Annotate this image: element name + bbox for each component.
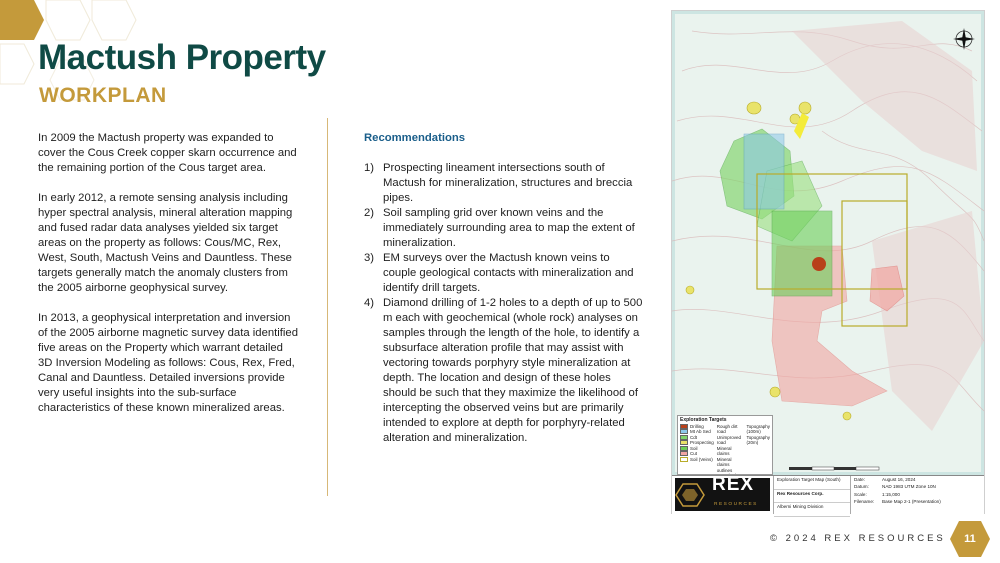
legend-item: Soil	[690, 445, 698, 451]
legend-item: Prospecting	[690, 440, 714, 445]
recommendations-list	[364, 161, 646, 446]
title-block-details	[850, 476, 985, 514]
detail-value: August 16, 2024	[882, 476, 916, 482]
detail-value: NAD 1983 UTM Zone 10N	[882, 484, 936, 490]
rex-logo	[675, 474, 770, 511]
legend-item: Rough dirt road	[716, 423, 738, 434]
target-zone-central	[772, 211, 832, 296]
list-item	[364, 251, 646, 296]
column-divider	[327, 118, 328, 496]
drilling-target	[812, 257, 826, 271]
paragraph: In 2009 the Mactush property was expanded to cover the Cous Creek copper skarn occurrence and the remaining portion of the Cous target area.	[38, 132, 297, 174]
legend-item: Mt Ab Sed	[690, 429, 711, 434]
left-text-column	[38, 131, 298, 431]
legend-item: Drilling	[690, 423, 704, 429]
list-number: 3)	[364, 252, 375, 264]
page-title: Mactush Property	[38, 38, 326, 77]
list-item	[364, 206, 646, 251]
page-number: 11	[964, 533, 976, 545]
list-text: Diamond drilling of 1-2 holes to a depth of up to 500 m each with geochemical (whole rock) analyses on samples through the length of the hole, to identify a subsurface alteration profile that may assist with vectoring towards porphyry style mineralization at depth. The location and design of these holes should be such that they maximize the likelihood of intercepting the observed veins but are primarily intended to explore at depth for porphyry-related alteration and mineralization.	[383, 297, 643, 444]
list-number: 2)	[364, 207, 375, 219]
legend-item: Cdt	[690, 434, 698, 440]
logo-subtext: RESOURCES	[714, 502, 758, 507]
title-block-info	[773, 476, 850, 514]
recommendations-column	[364, 131, 646, 446]
copyright-footer: © 2024 REX RESOURCES	[770, 533, 946, 544]
map-title: Exploration Target Map (South)	[774, 476, 850, 490]
list-text: Prospecting lineament intersections south of Mactush for mineralization, structures and breccia pipes.	[383, 162, 633, 204]
list-number: 4)	[364, 297, 375, 309]
map-legend	[677, 415, 773, 475]
detail-key: Datum:	[854, 484, 869, 490]
list-item	[364, 296, 646, 446]
detail-key: Filename:	[854, 499, 875, 505]
mining-division: Alberni Mining Division	[774, 503, 850, 517]
legend-item: Cut	[690, 451, 698, 456]
legend-title: Exploration Targets	[680, 417, 727, 423]
detail-value: 1:15,000	[882, 491, 900, 497]
page-subtitle: WORKPLAN	[39, 84, 167, 107]
logo-text: REX	[712, 474, 755, 495]
map-title-block	[672, 475, 984, 514]
legend-item: Mineral claims outlines	[716, 456, 733, 473]
detail-key: Date:	[854, 476, 865, 482]
legend-item: Topography (20m)	[746, 434, 770, 445]
list-text: Soil sampling grid over known veins and the immediately surrounding area to map the extent of mineralization.	[383, 207, 635, 249]
legend-item: Mineral claims	[716, 445, 732, 456]
detail-value: Base Map 2-1 (Presentation)	[882, 499, 941, 505]
recommendations-heading: Recommendations	[364, 132, 466, 144]
company-name: Rex Resources Corp.	[774, 490, 850, 504]
logo-hex-icon	[675, 478, 711, 511]
legend-item: Unimproved road	[716, 434, 742, 445]
legend-item: Soil (Veins)	[690, 456, 713, 462]
list-item	[364, 161, 646, 206]
legend-item: Topography (100m)	[746, 423, 770, 434]
list-number: 1)	[364, 162, 375, 174]
exploration-target-map	[671, 10, 985, 514]
paragraph: In early 2012, a remote sensing analysis including hyper spectral analysis, mineral alteration mapping and fused radar data analyses yielded six target areas on the property as follows: Cous/MC, Rex, West, South, Mactush Veins and Dauntless. These targets generally match the anomaly clusters from the 2005 airborne geophysical survey.	[38, 192, 293, 294]
map-canvas	[672, 11, 984, 475]
list-text: EM surveys over the Mactush known veins to couple geological contacts with mineralization and identify drill targets.	[383, 252, 634, 294]
detail-key: Scale:	[854, 491, 867, 497]
paragraph: In 2013, a geophysical interpretation and inversion of the 2005 airborne magnetic survey data identified five areas on the Property which warrant detailed 3D Inversion Modeling as follows: Cous, Rex, Fred, Canal and Dauntless. Detailed inversions provide very useful insights into the sub-surface characteristics of these known mineralized areas.	[38, 312, 298, 414]
